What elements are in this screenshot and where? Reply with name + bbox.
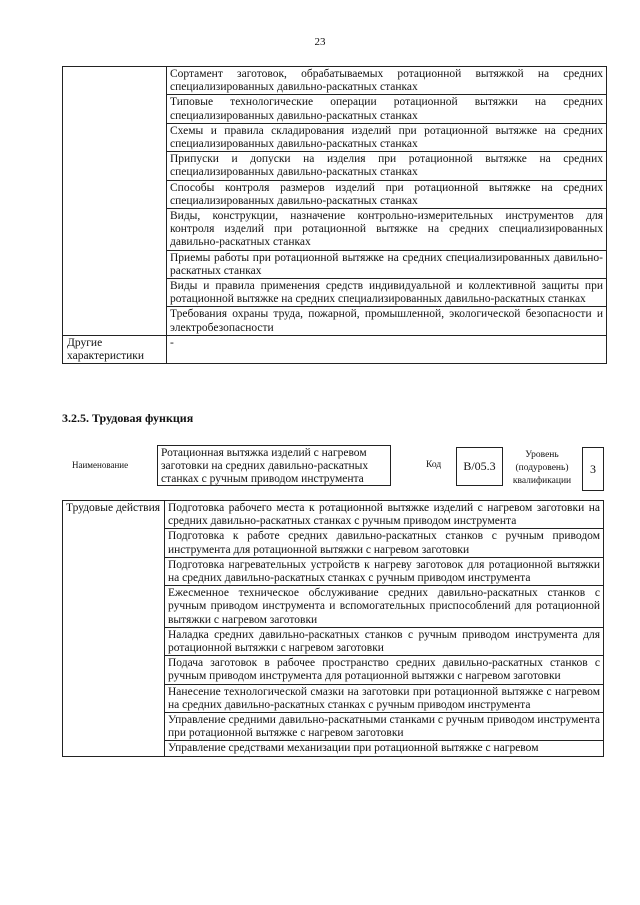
knowledge-item: Схемы и правила складирования изделий при ротационной вытяжке на средних специализированных давильно-раскатных станках <box>167 123 607 151</box>
qualification-level-label: Уровень (подуровень) квалификации <box>512 450 572 486</box>
labor-action-item: Подготовка нагревательных устройств к нагреву заготовок для ротационной вытяжки на средних давильно-раскатных станках с ручным приводом инструмента <box>165 557 604 585</box>
section-heading: 3.2.5. Трудовая функция <box>62 411 194 425</box>
labor-action-item: Управление средствами механизации при ротационной вытяжке с нагревом <box>165 741 604 756</box>
knowledge-item: Припуски и допуски на изделия при ротационной вытяжке на средних специализированных давильно-раскатных станках <box>167 152 607 180</box>
page-number: 23 <box>314 36 326 48</box>
knowledge-item: Требования охраны труда, пожарной, промышленной, экологической безопасности и электробезопасности <box>167 307 607 335</box>
knowledge-item: Способы контроля размеров изделий при ротационной вытяжке на средних специализированных давильно-раскатных станках <box>167 180 607 208</box>
table-row <box>63 501 604 529</box>
name-label: Наименование <box>72 460 129 470</box>
table-cell-empty <box>63 67 167 336</box>
knowledge-item: Виды, конструкции, назначение контрольно-измерительных инструментов для контроля изделий при ротационной вытяжке на средних специализированных давильно-раскатных станках <box>167 209 607 251</box>
knowledge-item: Типовые технологические операции ротационной вытяжки на средних специализированных давильно-раскатных станках <box>167 95 607 123</box>
labor-action-item: Наладка средних давильно-раскатных станков с ручным приводом инструмента для ротационной вытяжки с нагревом заготовки <box>165 627 604 655</box>
knowledge-item: Приемы работы при ротационной вытяжке на средних специализированных давильно-раскатных станках <box>167 250 607 278</box>
knowledge-item: Виды и правила применения средств индивидуальной и коллективной защиты при ротационной вытяжке на средних специализированных давильно-раскатных станках <box>167 279 607 307</box>
labor-action-item: Подготовка рабочего места к ротационной вытяжке изделий с нагревом заготовки на средних давильно-раскатных станках с ручным приводом инструмента <box>165 501 604 529</box>
function-name-box: Ротационная вытяжка изделий с нагревом заготовки на средних давильно-раскатных станках с ручным приводом инструмента <box>157 445 391 486</box>
other-characteristics-label: Другие характеристики <box>63 335 167 363</box>
qualification-level-box: 3 <box>582 447 604 491</box>
table-row <box>63 335 607 363</box>
code-box: В/05.3 <box>456 447 503 486</box>
labor-action-item: Ежесменное техническое обслуживание средних давильно-раскатных станков с ручным приводом инструмента и вспомогательных приспособлений для ротационной вытяжки с нагревом заготовки <box>165 586 604 628</box>
other-characteristics-value: - <box>167 335 607 363</box>
labor-action-item: Нанесение технологической смазки на заготовки при ротационной вытяжке с нагревом на средних давильно-раскатных станках с ручным приводом инструмента <box>165 684 604 712</box>
knowledge-item: Сортамент заготовок, обрабатываемых ротационной вытяжкой на средних специализированных давильно-раскатных станках <box>167 67 607 95</box>
knowledge-table <box>62 66 607 364</box>
labor-action-item: Подача заготовок в рабочее пространство средних давильно-раскатных станков с ручным приводом инструмента для ротационной вытяжки с нагревом заготовки <box>165 656 604 684</box>
labor-action-item: Управление средними давильно-раскатными станками с ручным приводом инструмента при ротационной вытяжке с нагревом заготовки <box>165 713 604 741</box>
labor-action-item: Подготовка к работе средних давильно-раскатных станков с ручным приводом инструмента для ротационной вытяжки с нагревом заготовки <box>165 529 604 557</box>
labor-actions-label: Трудовые действия <box>63 501 165 757</box>
labor-actions-table <box>62 500 604 757</box>
table-row <box>63 67 607 95</box>
code-label: Код <box>426 460 442 470</box>
